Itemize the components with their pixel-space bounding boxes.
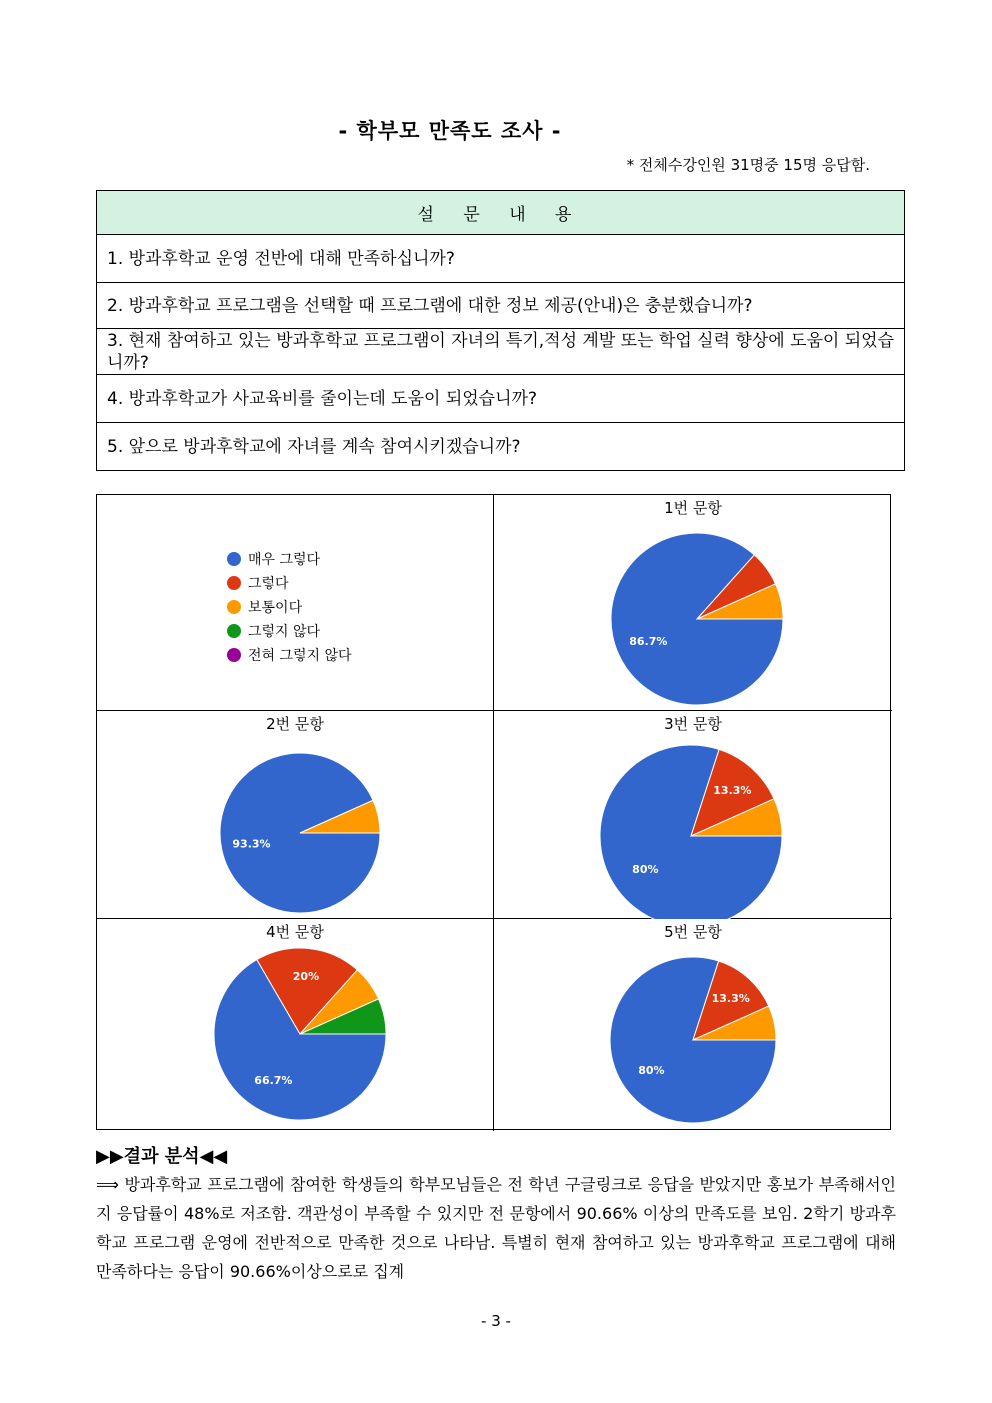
chart-title-4: 4번 문항 bbox=[266, 923, 324, 941]
legend-label: 전혀 그렇지 않다 bbox=[248, 648, 352, 664]
pie-data-label: 13.3% bbox=[713, 783, 752, 797]
chart-cell-5 bbox=[494, 919, 892, 1131]
pie-data-label: 20% bbox=[292, 969, 320, 983]
legend-label: 보통이다 bbox=[248, 600, 303, 616]
chart-legend bbox=[227, 547, 352, 667]
pie-chart-3 bbox=[494, 711, 891, 919]
legend-label: 매우 그렇다 bbox=[248, 552, 321, 568]
chart-title-2: 2번 문항 bbox=[266, 715, 324, 733]
question-1: 1. 방과후학교 운영 전반에 대해 만족하십니까? bbox=[97, 235, 905, 283]
legend-swatch bbox=[227, 552, 241, 566]
survey-table bbox=[96, 190, 905, 471]
legend-swatch bbox=[227, 648, 241, 662]
chart-cell-2 bbox=[97, 711, 494, 919]
legend-item bbox=[227, 619, 352, 643]
legend-swatch bbox=[227, 624, 241, 638]
legend-swatch bbox=[227, 600, 241, 614]
page-title: - 학부모 만족도 조사 - bbox=[338, 119, 562, 143]
question-2: 2. 방과후학교 프로그램을 선택할 때 프로그램에 대한 정보 제공(안내)은 충분했습니까? bbox=[97, 283, 905, 329]
analysis-body: ⟹ 방과후학교 프로그램에 참여한 학생들의 학부모님들은 전 학년 구글링크로 응답을 받았지만 홍보가 부족해서인지 응답률이 48%로 저조함. 객관성이 부족할 수 있지만 전 문항에서 90.66% 이상의 만족도를 보임. 2학기 방과후학교 프로그램 운영에 전반적으로 만족한 것으로 나타남. 특별히 현재 참여하고 있는 방과후학교 프로그램에 대해 만족하다는 응답이 90.66%이상으로로 집계 bbox=[96, 1175, 896, 1281]
chart-title-1: 1번 문항 bbox=[664, 499, 722, 517]
legend-label: 그렇다 bbox=[248, 576, 289, 592]
chart-cell-4 bbox=[97, 919, 494, 1131]
pie-chart-5 bbox=[494, 919, 891, 1131]
pie-data-label: 80% bbox=[638, 1064, 665, 1078]
chart-title-3: 3번 문항 bbox=[664, 715, 722, 733]
chart-title-5: 5번 문항 bbox=[664, 923, 722, 941]
page-number: - 3 - bbox=[481, 1312, 511, 1330]
question-4: 4. 방과후학교가 사교육비를 줄이는데 도움이 되었습니까? bbox=[97, 375, 905, 423]
question-3: 3. 현재 참여하고 있는 방과후학교 프로그램이 자녀의 특기,적성 계발 또는 학업 실력 향상에 도움이 되었습니까? bbox=[97, 329, 905, 375]
analysis-heading: ▶▶결과 분석◀◀ bbox=[96, 1146, 228, 1167]
legend-item bbox=[227, 547, 352, 571]
pie-chart-1 bbox=[494, 495, 891, 711]
legend-item bbox=[227, 643, 352, 667]
table-header: 설 문 내 용 bbox=[97, 191, 905, 235]
legend-label: 그렇지 않다 bbox=[248, 624, 321, 640]
chart-grid bbox=[96, 494, 891, 1130]
legend-cell bbox=[97, 495, 494, 711]
legend-swatch bbox=[227, 576, 241, 590]
legend-item bbox=[227, 571, 352, 595]
pie-chart-4 bbox=[97, 919, 494, 1131]
response-note: * 전체수강인원 31명중 15명 응답함. bbox=[626, 156, 870, 174]
pie-data-label: 13.3% bbox=[711, 992, 750, 1006]
question-5: 5. 앞으로 방과후학교에 자녀를 계속 참여시키겠습니까? bbox=[97, 423, 905, 471]
pie-data-label: 80% bbox=[632, 863, 659, 877]
pie-data-label: 66.7% bbox=[254, 1074, 293, 1088]
pie-data-label: 86.7% bbox=[629, 634, 668, 648]
pie-data-label: 93.3% bbox=[232, 837, 271, 851]
pie-chart-2 bbox=[97, 711, 494, 919]
legend-item bbox=[227, 595, 352, 619]
chart-cell-1 bbox=[494, 495, 892, 711]
chart-cell-3 bbox=[494, 711, 892, 919]
